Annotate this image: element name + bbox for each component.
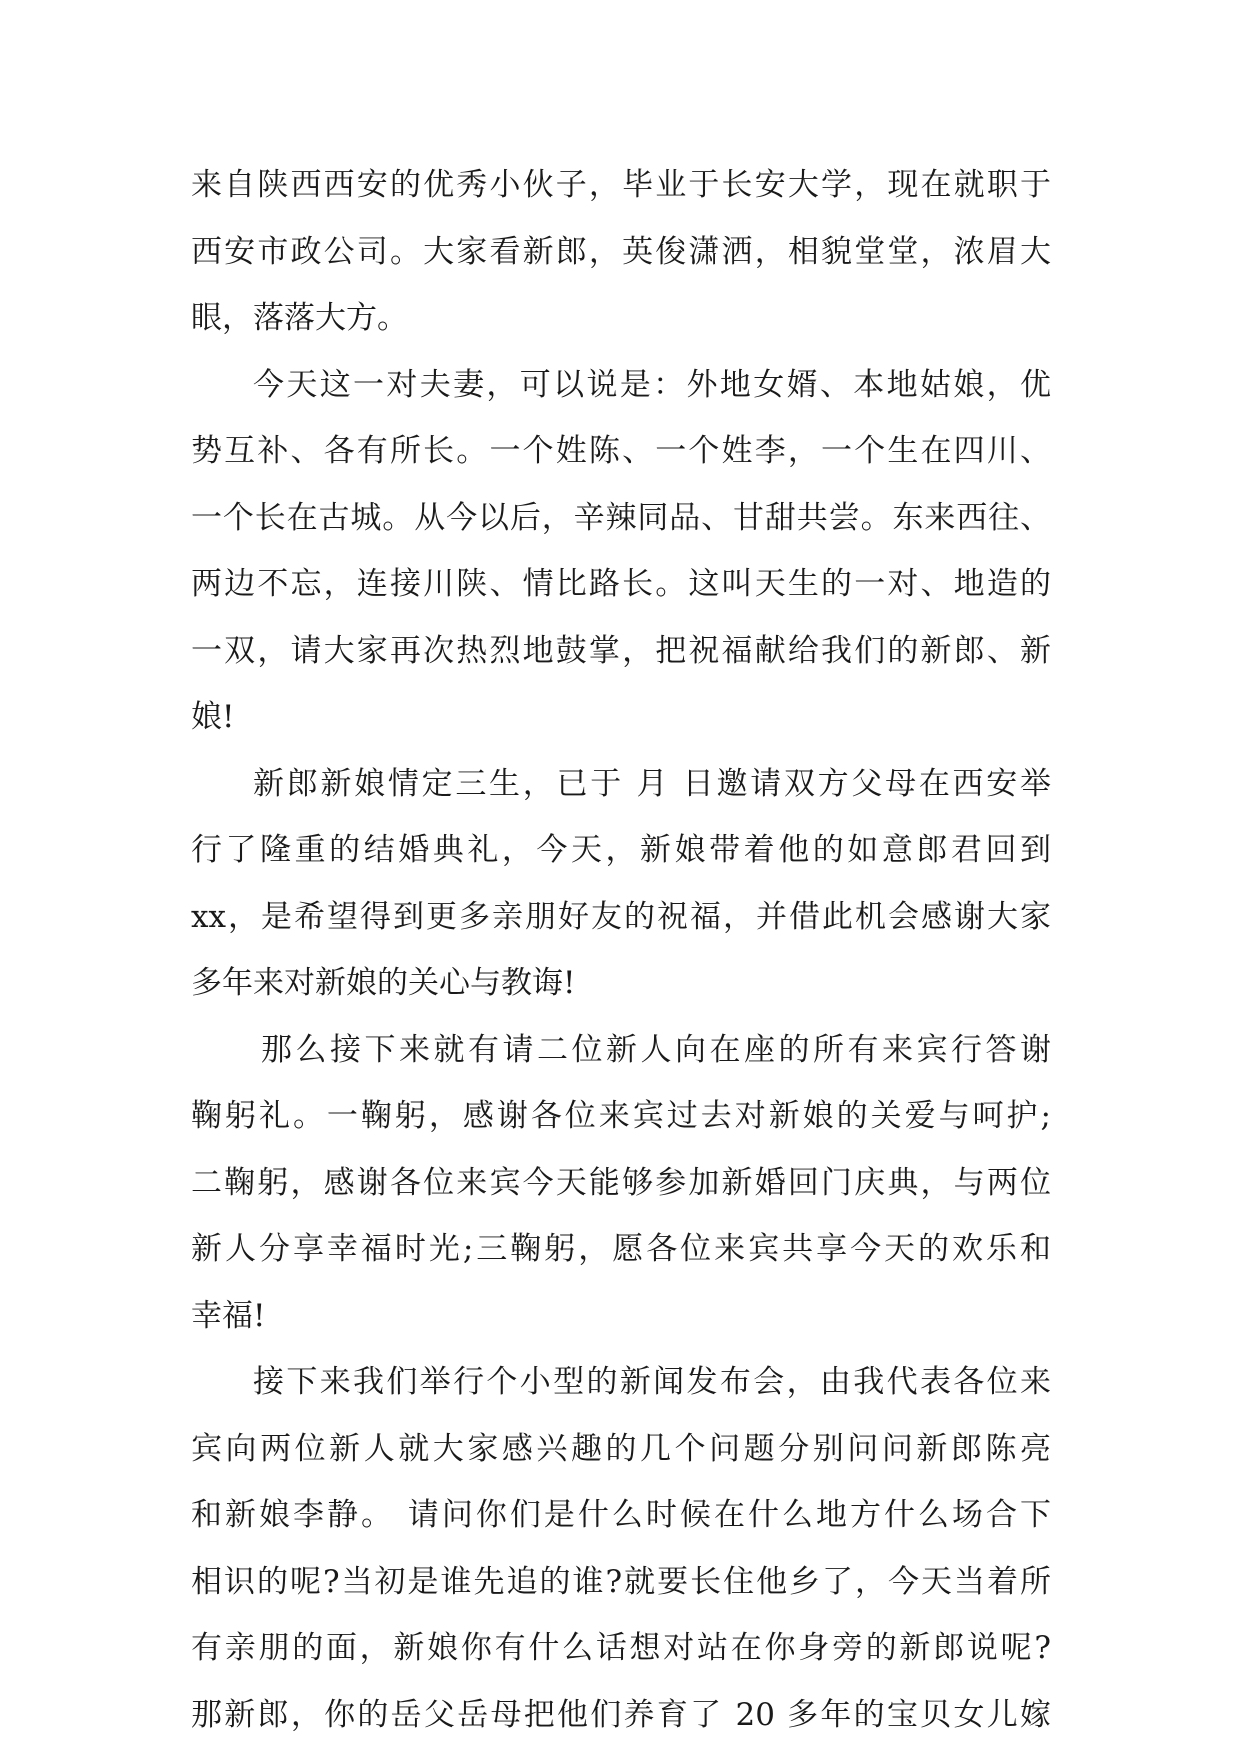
body-text [191, 152, 1051, 1748]
text-line: 一个长在古城。从今以后，辛辣同品、甘甜共尝。东来西往、 [191, 499, 1051, 536]
text-line: 眼，落落大方。 [191, 300, 408, 336]
text-line: 那新郎，你的岳父岳母把他们养育了 20 多年的宝贝女儿嫁 [191, 1696, 1051, 1733]
text-line: 娘! [191, 699, 235, 735]
text-line: 行了隆重的结婚典礼，今天，新娘带着他的如意郎君回到 [191, 832, 1051, 868]
paragraph-first-line: 新郎新娘情定三生，已于 月 日邀请双方父母在西安举 [253, 765, 1051, 802]
paragraph-first-line: 今天这一对夫妻，可以说是：外地女婿、本地姑娘，优 [253, 366, 1051, 403]
text-line: 有亲朋的面，新娘你有什么话想对站在你身旁的新郎说呢? [191, 1630, 1051, 1666]
text-line: 相识的呢?当初是谁先追的谁?就要长住他乡了，今天当着所 [191, 1563, 1051, 1600]
text-line: 多年来对新娘的关心与教诲! [191, 965, 576, 1001]
text-line: 一双，请大家再次热烈地鼓掌，把祝福献给我们的新郎、新 [191, 632, 1051, 669]
text-line: 鞠躬礼。一鞠躬，感谢各位来宾过去对新娘的关爱与呵护; [191, 1098, 1051, 1134]
text-line: xx，是希望得到更多亲朋好友的祝福，并借此机会感谢大家 [191, 898, 1051, 935]
paragraph-first-line: 接下来我们举行个小型的新闻发布会，由我代表各位来 [253, 1364, 1051, 1400]
paragraph-first-line: 那么接下来就有请二位新人向在座的所有来宾行答谢 [261, 1031, 1051, 1068]
text-line: 来自陕西西安的优秀小伙子，毕业于长安大学，现在就职于 [191, 167, 1051, 203]
text-line: 两边不忘，连接川陕、情比路长。这叫天生的一对、地造的 [191, 566, 1051, 602]
text-line: 幸福! [191, 1297, 266, 1334]
text-line: 宾向两位新人就大家感兴趣的几个问题分别问问新郎陈亮 [191, 1430, 1051, 1467]
text-line: 和新娘李静。 请问你们是什么时候在什么地方什么场合下 [191, 1497, 1051, 1533]
text-line: 二鞠躬，感谢各位来宾今天能够参加新婚回门庆典，与两位 [191, 1164, 1051, 1201]
text-line: 西安市政公司。大家看新郎，英俊潇洒，相貌堂堂，浓眉大 [191, 233, 1051, 270]
text-line: 势互补、各有所长。一个姓陈、一个姓李，一个生在四川、 [191, 433, 1051, 469]
text-line: 新人分享幸福时光;三鞠躬，愿各位来宾共享今天的欢乐和 [191, 1231, 1051, 1267]
